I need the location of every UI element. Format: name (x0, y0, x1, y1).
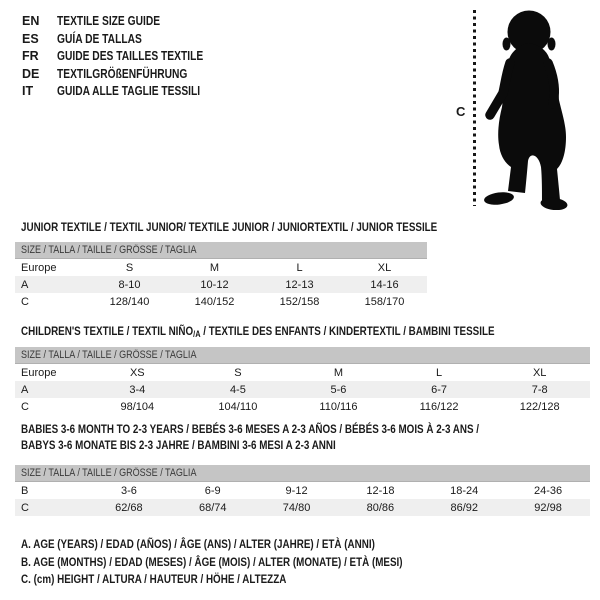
guide-title: TEXTILE SIZE GUIDE (57, 14, 161, 28)
row-label: C (21, 295, 29, 308)
junior-table (15, 242, 427, 310)
cell: S (234, 366, 242, 379)
guide-title: GUÍA DE TALLAS (57, 31, 142, 46)
table-row (15, 276, 427, 293)
cell: 12-18 (366, 484, 395, 497)
table-row (15, 482, 590, 499)
cell: M (333, 366, 344, 379)
lang-row-de (22, 66, 235, 84)
cell: 122/128 (519, 400, 560, 413)
cell: 6-7 (389, 381, 490, 398)
cell: 6-9 (204, 484, 221, 497)
height-measure-line (473, 10, 476, 206)
legend-line-b-text: B. AGE (MONTHS) / EDAD (MESES) / ÂGE (MOIS) / ALTER (MONATE) / ETÀ (MESI) (21, 554, 403, 569)
cell: 4-5 (188, 381, 289, 398)
cell: 8-10 (87, 276, 172, 293)
section-title-junior-text: JUNIOR TEXTILE / TEXTIL JUNIOR/ TEXTILE JUNIOR / JUNIORTEXTIL / JUNIOR TESSILE (21, 220, 438, 234)
cell: XL (532, 366, 547, 379)
toddler-silhouette-icon (480, 5, 580, 210)
legend-line-a-text: A. AGE (YEARS) / EDAD (AÑOS) / ÂGE (ANS) / ALTER (JAHRE) / ETÀ (ANNI) (21, 537, 375, 551)
size-header-bar (15, 465, 590, 482)
guide-title: GUIDA ALLE TAGLIE TESSILI (57, 84, 201, 98)
legend-line-c-text: C. (cm) HEIGHT / ALTURA / HAUTEUR / HÖHE / ALTEZZA (21, 572, 287, 586)
guide-title: GUIDE DES TAILLES TEXTILE (57, 49, 204, 63)
row-label: A (15, 276, 87, 293)
lang-code: DE (22, 66, 40, 81)
guide-title: TEXTILGRÖßENFÜHRUNG (57, 66, 188, 81)
cell: 62/68 (87, 499, 171, 516)
babies-table (15, 465, 590, 516)
children-grid (15, 364, 590, 415)
cell: 68/74 (171, 499, 255, 516)
section-title-babies-line2: BABYS 3-6 MONATE BIS 2-3 JAHRE / BAMBINI 3-6 MESI A 2-3 ANNI (21, 438, 336, 452)
cell: 158/170 (364, 295, 405, 308)
cell: 92/98 (506, 499, 590, 516)
cell: 9-12 (285, 484, 308, 497)
section-title-children-text (21, 323, 495, 342)
lang-row-es (22, 31, 235, 49)
cell: 7-8 (489, 381, 590, 398)
cell: 86/92 (422, 499, 506, 516)
measure-legend (21, 536, 486, 589)
cell: 74/80 (255, 499, 339, 516)
cell: 5-6 (288, 381, 389, 398)
lang-row-it (22, 83, 235, 101)
row-label: Europe (21, 261, 57, 274)
cell: L (296, 261, 303, 274)
cell: L (436, 366, 443, 379)
size-header-bar (15, 347, 590, 364)
lang-code: EN (22, 14, 40, 28)
lang-code: FR (22, 49, 39, 63)
row-label: B (21, 484, 29, 497)
lang-code: IT (22, 84, 34, 98)
figure-measure-label: C (456, 104, 466, 119)
cell: 3-4 (87, 381, 188, 398)
cell: 14-16 (342, 276, 427, 293)
cell: 152/158 (279, 295, 320, 308)
size-header-text: SIZE / TALLA / TAILLE / GRÖSSE / TAGLIA (21, 349, 197, 361)
cell: 140/152 (194, 295, 235, 308)
title-subscript: /A (193, 329, 201, 339)
title-part: CHILDREN'S TEXTILE / TEXTIL NIÑO (21, 324, 194, 338)
legend-line-a (21, 536, 486, 554)
junior-grid (15, 259, 427, 310)
table-row (15, 398, 590, 415)
cell: M (209, 261, 220, 274)
cell: 98/104 (120, 400, 155, 413)
title-part: / TEXTILE DES ENFANTS / KINDERTEXTIL / BAMBINI TESSILE (200, 324, 495, 338)
cell: 18-24 (450, 484, 479, 497)
table-row (15, 259, 427, 276)
cell: 10-12 (172, 276, 257, 293)
cell: 104/110 (218, 400, 258, 413)
section-title-babies (21, 421, 580, 453)
lang-row-fr (22, 48, 235, 66)
babies-grid (15, 482, 590, 516)
legend-line-b (21, 554, 486, 572)
size-header-bar (15, 242, 427, 259)
section-title-children (21, 323, 598, 342)
table-row (15, 364, 590, 381)
table-row (15, 381, 590, 398)
cell: 116/122 (419, 400, 459, 413)
row-label: C (21, 400, 29, 413)
row-label: C (15, 499, 87, 516)
cell: S (125, 261, 134, 274)
row-label: Europe (21, 366, 57, 379)
size-header-text: SIZE / TALLA / TAILLE / GRÖSSE / TAGLIA (21, 467, 197, 479)
lang-row-en (22, 13, 235, 31)
legend-line-c (21, 571, 486, 589)
cell: XS (129, 366, 145, 379)
cell: 110/116 (319, 400, 358, 413)
cell: 80/86 (338, 499, 422, 516)
cell: 24-36 (534, 484, 563, 497)
cell: 12-13 (257, 276, 342, 293)
cell: XL (377, 261, 392, 274)
size-header-text: SIZE / TALLA / TAILLE / GRÖSSE / TAGLIA (21, 244, 197, 256)
table-row (15, 499, 590, 516)
section-title-babies-line1: BABIES 3-6 MONTH TO 2-3 YEARS / BEBÉS 3-6 MESES A 2-3 AÑOS / BÉBÉS 3-6 MOIS À 2-3 ANS / (21, 422, 480, 436)
row-label: A (15, 381, 87, 398)
cell: 128/140 (109, 295, 150, 308)
section-title-junior (21, 219, 529, 235)
cell: 3-6 (120, 484, 137, 497)
language-title-list (22, 13, 235, 101)
children-table (15, 347, 590, 415)
lang-code: ES (22, 31, 39, 46)
table-row (15, 293, 427, 310)
